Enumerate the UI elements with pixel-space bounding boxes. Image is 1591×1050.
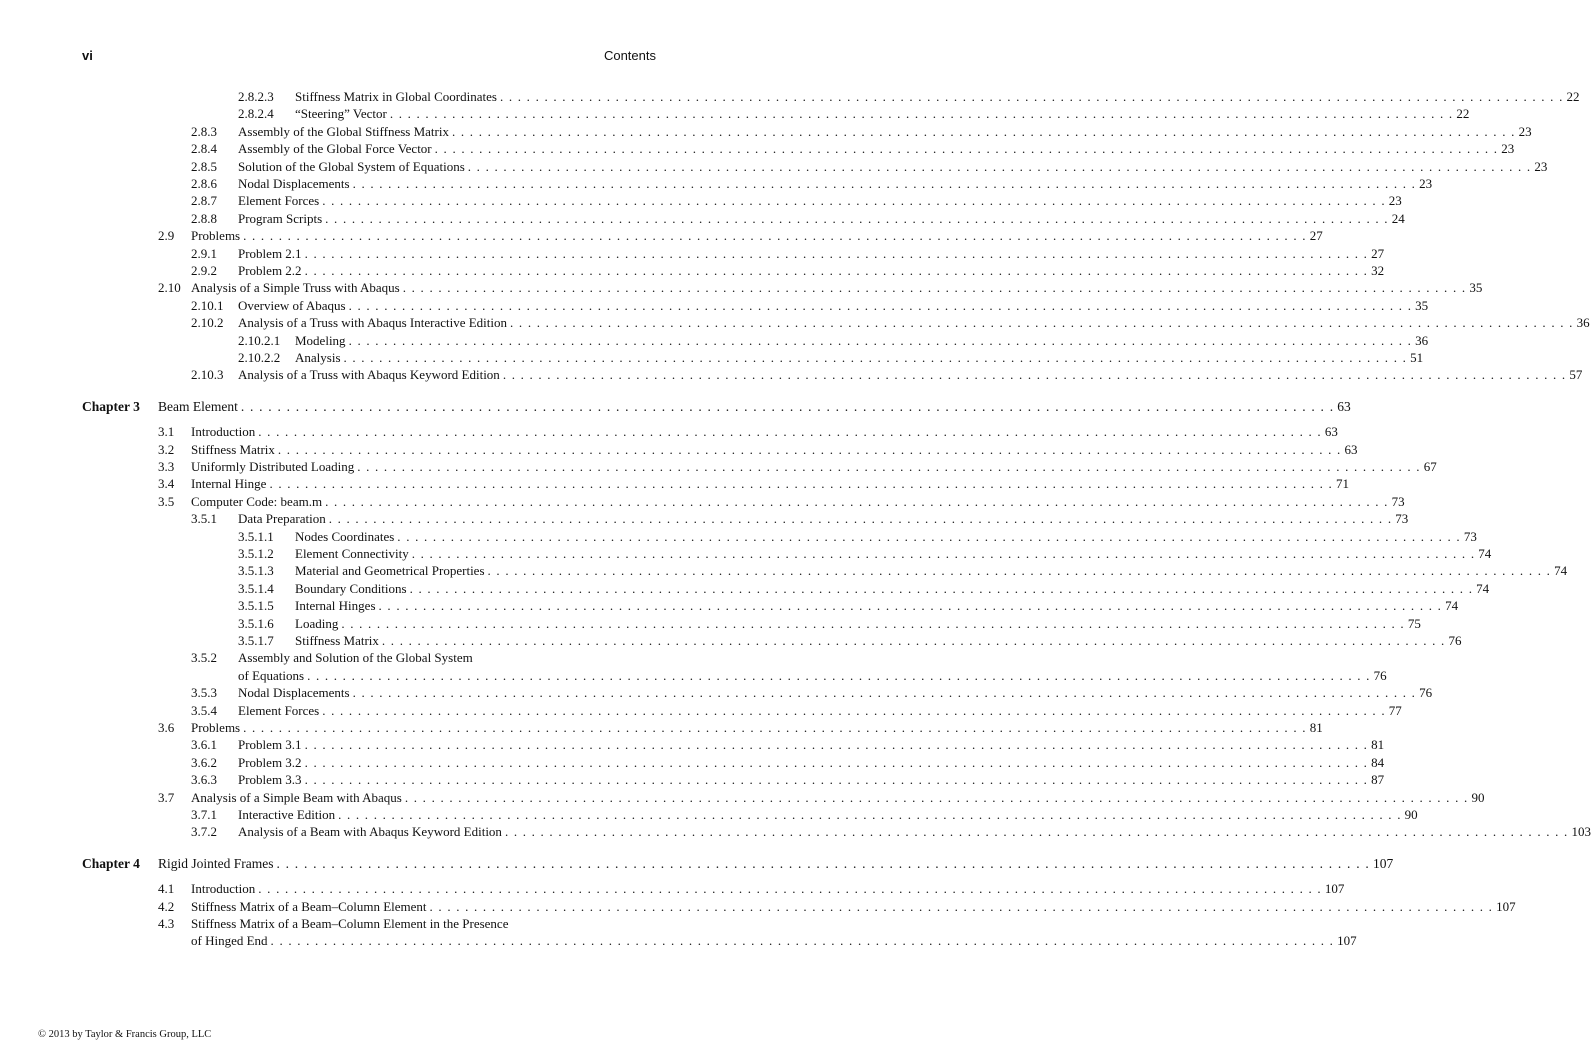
toc-entry [0,314,1590,332]
toc-title: Program Scripts [238,210,323,226]
dot-leader: . . . . . . . . . . . . . . . . . . . . . . . . . . . . . . . . . . . . . . . . . . . . . . . . . . . . . . . . . . . . . . . . . . . . . . . . . . . . . . . . . . . . . . . . . . . . . . . . . . . . . . . . . . . . . . . . . . . . . . . . [348,297,1413,313]
toc-section-number: 2.10.3 [191,367,224,383]
dot-leader: . . . . . . . . . . . . . . . . . . . . . . . . . . . . . . . . . . . . . . . . . . . . . . . . . . . . . . . . . . . . . . . . . . . . . . . . . . . . . . . . . . . . . . . . . . . . . . . . . . . . . . . . . . . . . . . . . . . . . . . . [487,563,1552,579]
dot-leader: . . . . . . . . . . . . . . . . . . . . . . . . . . . . . . . . . . . . . . . . . . . . . . . . . . . . . . . . . . . . . . . . . . . . . . . . . . . . . . . . . . . . . . . . . . . . . . . . . . . . . . . . . . . . . . . . . . . . . . . . [270,933,1335,949]
toc-title: of Equations [238,667,305,683]
dot-leader: . . . . . . . . . . . . . . . . . . . . . . . . . . . . . . . . . . . . . . . . . . . . . . . . . . . . . . . . . . . . . . . . . . . . . . . . . . . . . . . . . . . . . . . . . . . . . . . . . . . . . . . . . . . . . . . . . . . . . . . . [378,598,1443,614]
dot-leader: . . . . . . . . . . . . . . . . . . . . . . . . . . . . . . . . . . . . . . . . . . . . . . . . . . . . . . . . . . . . . . . . . . . . . . . . . . . . . . . . . . . . . . . . . . . . . . . . . . . . . . . . . . . . . . . . . . . . . . . . [307,667,1371,683]
toc-section-number: 2.9.1 [191,245,217,261]
toc-section-number: 3.5.1.3 [238,563,274,579]
toc-page-number: 51 [1410,350,1424,365]
toc-title: Problems [191,228,241,244]
running-header: Contents [603,48,656,63]
toc-page-number: 76 [1448,633,1462,648]
toc-page-number: 90 [1471,789,1485,805]
toc-section-number: 3.6.1 [191,737,217,753]
toc-entry [0,423,1338,441]
toc-title: Assembly and Solution of the Global System [238,650,473,666]
toc-page-number: 23 [1388,193,1402,209]
dot-leader: . . . . . . . . . . . . . . . . . . . . . . . . . . . . . . . . . . . . . . . . . . . . . . . . . . . . . . . . . . . . . . . . . . . . . . . . . . . . . . . . . . . . . . . . . . . . . . . . . . . . . . . . . . . . . . . . . . . . . . . . [304,263,1369,278]
toc-title: Assembly of the Global Stiffness Matrix [238,123,449,139]
dot-leader: . . . . . . . . . . . . . . . . . . . . . . . . . . . . . . . . . . . . . . . . . . . . . . . . . . . . . . . . . . . . . . . . . . . . . . . . . . . . . . . . . . . . . . . . . . . . . . . . . . . . . . . . . . . . . . . . . . . . . . . . [402,280,1467,296]
toc-section-number: 2.8.3 [191,123,217,139]
dot-leader: . . . . . . . . . . . . . . . . . . . . . . . . . . . . . . . . . . . . . . . . . . . . . . . . . . . . . . . . . . . . . . . . . . . . . . . . . . . . . . . . . . . . . . . . . . . . . . . . . . . . . . . . . . . . . . . . . . . . . . . . [269,476,1334,492]
copyright-footer: © 2013 by Taylor & Francis Group, LLC [38,1029,212,1040]
toc-section-number: 3.5.4 [191,702,217,718]
toc-entry [0,649,735,667]
dot-leader: . . . . . . . . . . . . . . . . . . . . . . . . . . . . . . . . . . . . . . . . . . . . . . . . . . . . . . . . . . . . . . . . . . . . . . . . . . . . . . . . . . . . . . . . . . . . . . . . . . . . . . . . . . . . . . . . . . . . . . . . [304,754,1369,770]
dot-leader: . . . . . . . . . . . . . . . . . . . . . . . . . . . . . . . . . . . . . . . . . . . . . . . . . . . . . . . . . . . . . . . . . . . . . . . . . . . . . . . . . . . . . . . . . . . . . . . . . . . . . . . . . . . . . . . . . . . . . . . . [304,737,1369,753]
toc-entry [0,458,1437,476]
toc-page-number: 84 [1371,754,1385,770]
dot-leader: . . . . . . . . . . . . . . . . . . . . . . . . . . . . . . . . . . . . . . . . . . . . . . . . . . . . . . . . . . . . . . . . . . . . . . . . . . . . . . . . . . . . . . . . . . . . . . . . . . . . . . . . . . . . . . . . . . . . . . . . [325,210,1389,226]
toc-section-number: 3.5.2 [191,650,217,666]
dot-leader: . . . . . . . . . . . . . . . . . . . . . . . . . . . . . . . . . . . . . . . . . . . . . . . . . . . . . . . . . . . . . . . . . . . . . . . . . . . . . . . . . . . . . . . . . . . . . . . . . . . . . . . . . . . . . . . . . . . . . . . . [343,350,1408,365]
dot-leader: . . . . . . . . . . . . . . . . . . . . . . . . . . . . . . . . . . . . . . . . . . . . . . . . . . . . . . . . . . . . . . . . . . . . . . . . . . . . . . . . . . . . . . . . . . . . . . . . . . . . . . . . . . . . . . . . . . . . . . . . [325,493,1389,509]
toc-entry [0,789,1485,807]
toc-section-number: 2.10.1 [191,297,224,313]
toc-entry [0,175,1433,193]
toc-title: Analysis of a Truss with Abaqus Keyword Edition [238,367,500,383]
toc-chapter-entry [0,855,1394,873]
toc-section-number: 2.10.2 [191,315,224,331]
toc-title: Assembly of the Global Force Vector [238,141,432,157]
toc-page-number: 23 [1501,141,1515,157]
dot-leader: . . . . . . . . . . . . . . . . . . . . . . . . . . . . . . . . . . . . . . . . . . . . . . . . . . . . . . . . . . . . . . . . . . . . . . . . . . . . . . . . . . . . . . . . . . . . . . . . . . . . . . . . . . . . . . . . . . . . . . . . [397,528,1461,544]
toc-section-number: 3.6 [158,720,175,735]
toc-chapter-number: Chapter 4 [82,855,140,871]
toc-entry [0,771,1385,789]
toc-page-number: 24 [1391,210,1405,226]
toc-page-number: 81 [1371,737,1385,753]
toc-page-number: 73 [1391,493,1405,509]
toc-title: Stiffness Matrix [295,633,379,648]
toc-page-number: 67 [1423,459,1437,474]
toc-page-number: 32 [1371,263,1385,278]
dot-leader: . . . . . . . . . . . . . . . . . . . . . . . . . . . . . . . . . . . . . . . . . . . . . . . . . . . . . . . . . . . . . . . . . . . . . . . . . . . . . . . . . . . . . . . . . . . . . . . . . . . . . . . . . . . . . . . . . . . . . . . . [452,123,1516,139]
toc-entry [0,510,1409,528]
toc-entry [0,192,1402,210]
toc-page-number: 107 [1337,933,1357,949]
toc-section-number: 3.5.1.5 [238,598,274,614]
toc-entry [0,210,1405,228]
toc-entry [0,880,1345,898]
dot-leader: . . . . . . . . . . . . . . . . . . . . . . . . . . . . . . . . . . . . . . . . . . . . . . . . . . . . . . . . . . . . . . . . . . . . . . . . . . . . . . . . . . . . . . . . . . . . . . . . . . . . . . . . . . . . . . . . . . . . . . . . [434,141,1499,157]
toc-page-number: 36 [1415,332,1429,348]
toc-title: Element Forces [238,193,320,209]
toc-entry [0,806,1418,824]
dot-leader: . . . . . . . . . . . . . . . . . . . . . . . . . . . . . . . . . . . . . . . . . . . . . . . . . . . . . . . . . . . . . . . . . . . . . . . . . . . . . . . . . . . . . . . . . . . . . . . . . . . . . . . . . . . . . . . . . . . . . . . . [243,228,1307,244]
toc-section-number: 2.10.2.1 [238,332,281,348]
toc-entry [0,332,1429,350]
toc-entry [0,898,1516,916]
toc-section-number: 3.5.1.7 [238,633,274,648]
toc-title: Problem 3.3 [238,772,302,788]
toc-title: Introduction [191,424,256,440]
toc-entry [0,158,1548,176]
page-number: vi [82,48,93,63]
dot-leader: . . . . . . . . . . . . . . . . . . . . . . . . . . . . . . . . . . . . . . . . . . . . . . . . . . . . . . . . . . . . . . . . . . . . . . . . . . . . . . . . . . . . . . . . . . . . . . . . . . . . . . . . . . . . . . . . . . . . . . . . [243,720,1307,735]
toc-title: Stiffness Matrix in Global Coordinates [295,89,497,104]
toc-section-number: 3.7 [158,789,175,805]
toc-title: Element Connectivity [295,546,409,561]
toc-page-number: 27 [1309,228,1323,244]
toc-section-number: 2.9.2 [191,263,217,278]
toc-page-number: 81 [1309,720,1323,735]
toc-entry [0,262,1385,280]
dot-leader: . . . . . . . . . . . . . . . . . . . . . . . . . . . . . . . . . . . . . . . . . . . . . . . . . . . . . . . . . . . . . . . . . . . . . . . . . . . . . . . . . . . . . . . . . . . . . . . . . . . . . . . . . . . . . . . . . . . . . . . . [404,789,1469,805]
toc-entry [0,562,1568,580]
toc-title: Loading [295,615,339,631]
toc-page-number: 75 [1407,615,1421,631]
toc-section-number: 3.6.2 [191,754,217,770]
toc-section-number: 3.5.3 [191,685,217,701]
toc-section-number: 4.2 [158,898,175,914]
dot-leader: . . . . . . . . . . . . . . . . . . . . . . . . . . . . . . . . . . . . . . . . . . . . . . . . . . . . . . . . . . . . . . . . . . . . . . . . . . . . . . . . . . . . . . . . . . . . . . . . . . . . . . . . . . . . . . . . . . . . . . . . [429,898,1494,914]
dot-leader: . . . . . . . . . . . . . . . . . . . . . . . . . . . . . . . . . . . . . . . . . . . . . . . . . . . . . . . . . . . . . . . . . . . . . . . . . . . . . . . . . . . . . . . . . . . . . . . . . . . . . . . . . . . . . . . . . . . . . . . . [348,332,1413,348]
toc-section-number: 3.7.1 [191,807,217,822]
dot-leader: . . . . . . . . . . . . . . . . . . . . . . . . . . . . . . . . . . . . . . . . . . . . . . . . . . . . . . . . . . . . . . . . . . . . . . . . . . . . . . . . . . . . . . . . . . . . . . . . . . . . . . . . . . . . . . . . . . . . . . . . [276,855,1370,871]
toc-section-number: 2.8.2.3 [238,89,274,104]
dot-leader: . . . . . . . . . . . . . . . . . . . . . . . . . . . . . . . . . . . . . . . . . . . . . . . . . . . . . . . . . . . . . . . . . . . . . . . . . . . . . . . . . . . . . . . . . . . . . . . . . . . . . . . . . . . . . . . . . . . . . . . . [389,106,1454,122]
toc-title: “Steering” Vector [295,106,387,122]
toc-section-number: 2.9 [158,228,175,244]
toc-section-number: 2.10 [158,280,181,296]
dot-leader: . . . . . . . . . . . . . . . . . . . . . . . . . . . . . . . . . . . . . . . . . . . . . . . . . . . . . . . . . . . . . . . . . . . . . . . . . . . . . . . . . . . . . . . . . . . . . . . . . . . . . . . . . . . . . . . . . . . . . . . . [258,881,1322,897]
toc-page-number: 107 [1496,898,1516,914]
toc-page-number: 87 [1371,772,1385,788]
toc-page-number: 35 [1469,280,1483,296]
toc-chapter-number: Chapter 3 [82,398,140,414]
dot-leader: . . . . . . . . . . . . . . . . . . . . . . . . . . . . . . . . . . . . . . . . . . . . . . . . . . . . . . . . . . . . . . . . . . . . . . . . . . . . . . . . . . . . . . . . . . . . . . . . . . . . . . . . . . . . . . . . . . . . . . . . [240,398,1335,414]
toc-section-number: 3.5.1 [191,511,217,527]
dot-leader: . . . . . . . . . . . . . . . . . . . . . . . . . . . . . . . . . . . . . . . . . . . . . . . . . . . . . . . . . . . . . . . . . . . . . . . . . . . . . . . . . . . . . . . . . . . . . . . . . . . . . . . . . . . . . . . . . . . . . . . . [304,772,1369,788]
toc-entry [0,702,1402,720]
toc-entry [0,932,1357,950]
dot-leader: . . . . . . . . . . . . . . . . . . . . . . . . . . . . . . . . . . . . . . . . . . . . . . . . . . . . . . . . . . . . . . . . . . . . . . . . . . . . . . . . . . . . . . . . . . . . . . . . . . . . . . . . . . . . . . . . . . . . . . . . [338,807,1402,822]
toc-section-number: 3.5 [158,493,175,509]
dot-leader: . . . . . . . . . . . . . . . . . . . . . . . . . . . . . . . . . . . . . . . . . . . . . . . . . . . . . . . . . . . . . . . . . . . . . . . . . . . . . . . . . . . . . . . . . . . . . . . . . . . . . . . . . . . . . . . . . . . . . . . . [357,459,1421,474]
toc-title: Analysis [295,350,341,365]
toc-entry [0,719,1323,737]
toc-title: Element Forces [238,702,320,718]
toc-title: Interactive Edition [238,807,336,822]
toc-title: Computer Code: beam.m [191,493,323,509]
toc-page-number: 27 [1371,245,1385,261]
toc-entry [0,823,1591,841]
toc-page-number: 22 [1456,106,1470,122]
toc-entry [0,349,1424,367]
toc-section-number: 3.5.1.6 [238,615,274,631]
toc-page-number: 22 [1566,89,1580,104]
dot-leader: . . . . . . . . . . . . . . . . . . . . . . . . . . . . . . . . . . . . . . . . . . . . . . . . . . . . . . . . . . . . . . . . . . . . . . . . . . . . . . . . . . . . . . . . . . . . . . . . . . . . . . . . . . . . . . . . . . . . . . . . [322,193,1386,209]
toc-entry [0,736,1385,754]
toc-title: Nodal Displacements [238,685,350,701]
toc-entry [0,105,1470,123]
toc-title: Internal Hinge [191,476,267,492]
toc-entry [0,597,1459,615]
toc-title: Problem 3.1 [238,737,302,753]
toc-page-number: 76 [1373,667,1387,683]
dot-leader: . . . . . . . . . . . . . . . . . . . . . . . . . . . . . . . . . . . . . . . . . . . . . . . . . . . . . . . . . . . . . . . . . . . . . . . . . . . . . . . . . . . . . . . . . . . . . . . . . . . . . . . . . . . . . . . . . . . . . . . . [277,441,1342,457]
toc-entry [0,632,1462,650]
toc-title: Nodes Coordinates [295,528,395,544]
toc-section-number: 2.8.6 [191,176,217,191]
dot-leader: . . . . . . . . . . . . . . . . . . . . . . . . . . . . . . . . . . . . . . . . . . . . . . . . . . . . . . . . . . . . . . . . . . . . . . . . . . . . . . . . . . . . . . . . . . . . . . . . . . . . . . . . . . . . . . . . . . . . . . . . [499,89,1564,104]
toc-section-number: 2.8.4 [191,141,217,157]
toc-title: Internal Hinges [295,598,376,614]
toc-title: Problem 2.1 [238,245,302,261]
dot-leader: . . . . . . . . . . . . . . . . . . . . . . . . . . . . . . . . . . . . . . . . . . . . . . . . . . . . . . . . . . . . . . . . . . . . . . . . . . . . . . . . . . . . . . . . . . . . . . . . . . . . . . . . . . . . . . . . . . . . . . . . [322,702,1386,718]
dot-leader: . . . . . . . . . . . . . . . . . . . . . . . . . . . . . . . . . . . . . . . . . . . . . . . . . . . . . . . . . . . . . . . . . . . . . . . . . . . . . . . . . . . . . . . . . . . . . . . . . . . . . . . . . . . . . . . . . . . . . . . . [504,824,1569,840]
dot-leader: . . . . . . . . . . . . . . . . . . . . . . . . . . . . . . . . . . . . . . . . . . . . . . . . . . . . . . . . . . . . . . . . . . . . . . . . . . . . . . . . . . . . . . . . . . . . . . . . . . . . . . . . . . . . . . . . . . . . . . . . [304,245,1369,261]
toc-page-number: 63 [1337,398,1351,414]
toc-page-number: 23 [1518,123,1532,139]
toc-title: Data Preparation [238,511,326,527]
toc-title: Problem 2.2 [238,263,302,278]
dot-leader: . . . . . . . . . . . . . . . . . . . . . . . . . . . . . . . . . . . . . . . . . . . . . . . . . . . . . . . . . . . . . . . . . . . . . . . . . . . . . . . . . . . . . . . . . . . . . . . . . . . . . . . . . . . . . . . . . . . . . . . . [381,633,1446,648]
toc-page-number: 71 [1336,476,1350,492]
toc-title: Solution of the Global System of Equations [238,158,465,174]
toc-section-number: 3.6.3 [191,772,217,788]
toc-title: Overview of Abaqus [238,297,346,313]
dot-leader: . . . . . . . . . . . . . . . . . . . . . . . . . . . . . . . . . . . . . . . . . . . . . . . . . . . . . . . . . . . . . . . . . . . . . . . . . . . . . . . . . . . . . . . . . . . . . . . . . . . . . . . . . . . . . . . . . . . . . . . . [341,615,1405,631]
toc-title: Analysis of a Simple Truss with Abaqus [191,280,400,296]
toc-title: Modeling [295,332,346,348]
toc-section-number: 4.3 [158,916,175,931]
toc-entry [0,545,1492,563]
toc-page-number: 36 [1576,315,1590,331]
toc-title: Rigid Jointed Frames [158,855,274,871]
toc-page-number: 107 [1324,881,1345,897]
toc-title: Analysis of a Simple Beam with Abaqus [191,789,402,805]
toc-title: Problems [191,720,241,735]
toc-page-number: 107 [1372,855,1394,871]
toc-page-number: 73 [1463,528,1477,544]
toc-entry [0,245,1385,263]
toc-page-number: 35 [1415,297,1429,313]
toc-section-number: 2.10.2.2 [238,350,281,365]
toc-page-number: 103 [1571,824,1591,840]
toc-section-number: 2.8.2.4 [238,106,274,122]
toc-entry [0,754,1385,772]
toc-entry [0,297,1429,315]
dot-leader: . . . . . . . . . . . . . . . . . . . . . . . . . . . . . . . . . . . . . . . . . . . . . . . . . . . . . . . . . . . . . . . . . . . . . . . . . . . . . . . . . . . . . . . . . . . . . . . . . . . . . . . . . . . . . . . . . . . . . . . . [411,546,1476,561]
toc-entry [0,366,1583,384]
toc-section-number: 3.5.1.4 [238,580,274,596]
toc-section-number: 3.4 [158,476,175,492]
toc-entry [0,441,1358,459]
toc-entry [0,667,1387,685]
toc-page-number: 76 [1419,685,1433,701]
toc-entry [0,123,1532,141]
dot-leader: . . . . . . . . . . . . . . . . . . . . . . . . . . . . . . . . . . . . . . . . . . . . . . . . . . . . . . . . . . . . . . . . . . . . . . . . . . . . . . . . . . . . . . . . . . . . . . . . . . . . . . . . . . . . . . . . . . . . . . . . [352,176,1417,191]
toc-title: Stiffness Matrix of a Beam–Column Element [191,898,427,914]
toc-page-number: 90 [1404,807,1418,822]
toc-entry [0,88,1580,106]
toc-title: of Hinged End [191,933,268,949]
toc-title: Beam Element [158,398,238,414]
dot-leader: . . . . . . . . . . . . . . . . . . . . . . . . . . . . . . . . . . . . . . . . . . . . . . . . . . . . . . . . . . . . . . . . . . . . . . . . . . . . . . . . . . . . . . . . . . . . . . . . . . . . . . . . . . . . . . . . . . . . . . . . [258,424,1322,440]
toc-page-number: 63 [1344,441,1358,457]
toc-section-number: 3.1 [158,424,175,440]
toc-entry [0,615,1421,633]
toc-section-number: 4.1 [158,881,175,897]
dot-leader: . . . . . . . . . . . . . . . . . . . . . . . . . . . . . . . . . . . . . . . . . . . . . . . . . . . . . . . . . . . . . . . . . . . . . . . . . . . . . . . . . . . . . . . . . . . . . . . . . . . . . . . . . . . . . . . . . . . . . . . . [467,158,1532,174]
toc-page-number: 74 [1445,598,1459,614]
toc-entry [0,227,1323,245]
dot-leader: . . . . . . . . . . . . . . . . . . . . . . . . . . . . . . . . . . . . . . . . . . . . . . . . . . . . . . . . . . . . . . . . . . . . . . . . . . . . . . . . . . . . . . . . . . . . . . . . . . . . . . . . . . . . . . . . . . . . . . . . [352,685,1417,701]
toc-title: Boundary Conditions [295,580,407,596]
toc-title: Analysis of a Beam with Abaqus Keyword Edition [238,824,502,840]
toc-title: Material and Geometrical Properties [295,563,485,579]
toc-title: Stiffness Matrix [191,441,275,457]
toc-entry [0,279,1483,297]
toc-chapter-entry [0,398,1351,416]
dot-leader: . . . . . . . . . . . . . . . . . . . . . . . . . . . . . . . . . . . . . . . . . . . . . . . . . . . . . . . . . . . . . . . . . . . . . . . . . . . . . . . . . . . . . . . . . . . . . . . . . . . . . . . . . . . . . . . . . . . . . . . . [409,580,1474,596]
toc-entry [0,684,1433,702]
toc-page-number: 74 [1554,563,1568,579]
toc-entry [0,140,1515,158]
toc-section-number: 3.5.1.1 [238,528,274,544]
dot-leader: . . . . . . . . . . . . . . . . . . . . . . . . . . . . . . . . . . . . . . . . . . . . . . . . . . . . . . . . . . . . . . . . . . . . . . . . . . . . . . . . . . . . . . . . . . . . . . . . . . . . . . . . . . . . . . . . . . . . . . . . [510,315,1574,331]
dot-leader: . . . . . . . . . . . . . . . . . . . . . . . . . . . . . . . . . . . . . . . . . . . . . . . . . . . . . . . . . . . . . . . . . . . . . . . . . . . . . . . . . . . . . . . . . . . . . . . . . . . . . . . . . . . . . . . . . . . . . . . . [502,367,1567,383]
toc-section-number: 2.8.5 [191,158,217,174]
toc-section-number: 3.7.2 [191,824,217,840]
toc-page-number: 23 [1534,158,1548,174]
toc-section-number: 2.8.7 [191,193,217,209]
toc-page-number: 23 [1419,176,1433,191]
toc-page-number: 77 [1388,702,1402,718]
toc-entry [0,493,1405,511]
toc-page-number: 74 [1478,546,1492,561]
toc-entry [0,475,1350,493]
toc-entry [0,580,1490,598]
toc-title: Stiffness Matrix of a Beam–Column Element in the Presence [191,916,509,931]
toc-page-number: 57 [1569,367,1583,383]
toc-page-number: 74 [1476,580,1490,596]
toc-section-number: 3.5.1.2 [238,546,274,561]
toc-entry [0,915,735,933]
toc-section-number: 3.3 [158,459,175,474]
toc-section-number: 2.8.8 [191,210,217,226]
dot-leader: . . . . . . . . . . . . . . . . . . . . . . . . . . . . . . . . . . . . . . . . . . . . . . . . . . . . . . . . . . . . . . . . . . . . . . . . . . . . . . . . . . . . . . . . . . . . . . . . . . . . . . . . . . . . . . . . . . . . . . . . [328,511,1393,527]
toc-title: Uniformly Distributed Loading [191,459,355,474]
toc-section-number: 3.2 [158,441,175,457]
toc-title: Analysis of a Truss with Abaqus Interactive Edition [238,315,508,331]
toc-entry [0,528,1477,546]
toc-title: Introduction [191,881,256,897]
toc-page-number: 63 [1324,424,1338,440]
toc-title: Nodal Displacements [238,176,350,191]
toc-title: Problem 3.2 [238,754,302,770]
toc-page-number: 73 [1395,511,1409,527]
